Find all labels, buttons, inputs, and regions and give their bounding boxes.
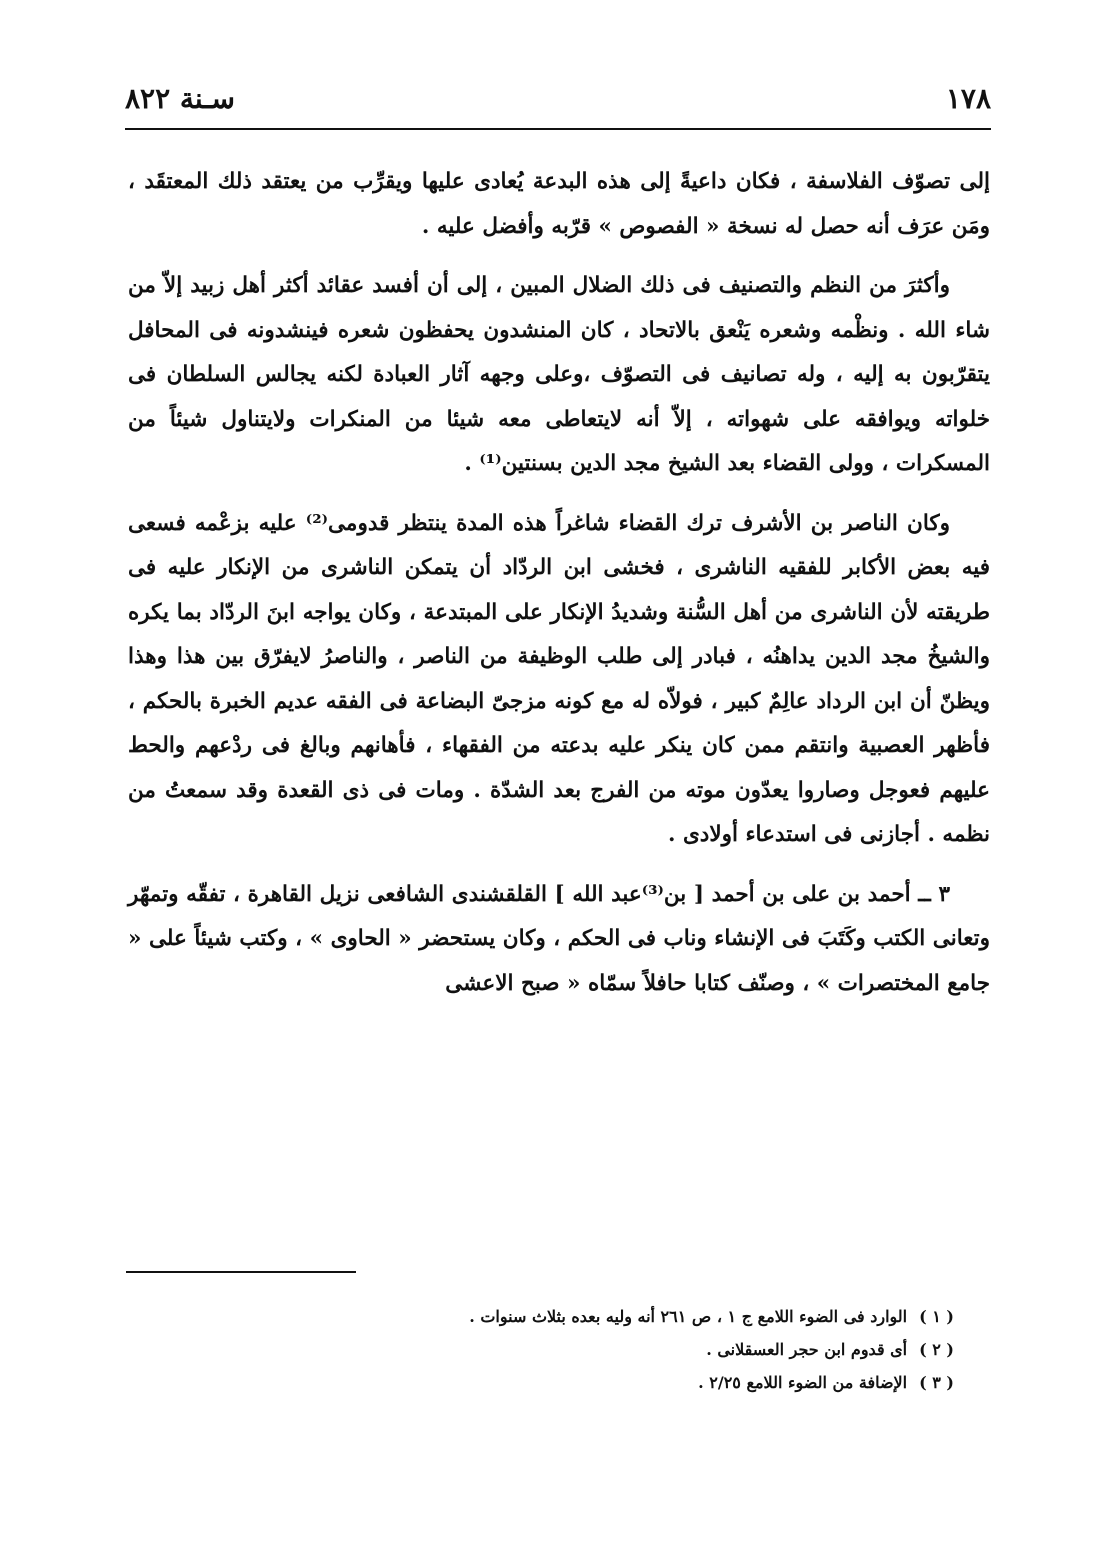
footnote-number: ( ١ )	[919, 1307, 954, 1326]
footnote-text: الوارد فى الضوء اللامع ج ١ ، ص ٢٦١ أنه وليه بعده بثلاث سنوات .	[469, 1307, 908, 1326]
running-title: سـنة ٨٢٢	[125, 82, 235, 115]
paragraph: وأكثرَ من النظم والتصنيف فى ذلك الضلال المبين ، إلى أن أفسد عقائد أكثر أهل زبيد إلاّ من شاء الله . ونظْمه وشعره يَنْعق بالاتحاد ، كان المنشدون يحفظون شعره فينشدونه فى المحافل يتقرّبون به إليه ، وله تصانيف فى التصوّف ،وعلى وجهه آثار العبادة لكنه يجالس السلطان فى خلواته ويوافقه على شهواته ، إلاّ أنه لايتعاطى معه شيئا من المنكرات ولايتناول شيئاً من المسكرات ، وولى القضاء بعد الشيخ مجد الدين بسنتين⁽¹⁾ .	[128, 273, 990, 476]
page-header	[125, 82, 991, 126]
footnote	[254, 1333, 954, 1366]
footnote-divider	[126, 1271, 356, 1273]
footnote	[254, 1366, 954, 1399]
paragraph: إلى تصوّف الفلاسفة ، فكان داعيةً إلى هذه البدعة يُعادى عليها ويقرِّب من يعتقد ذلك المعتقَد ، ومَن عرَف أنه حصل له نسخة « الفصوص » قرّبه وأفضل عليه .	[128, 169, 990, 239]
footnote	[254, 1300, 954, 1333]
footnotes	[254, 1300, 954, 1399]
footnote-number: ( ٢ )	[919, 1340, 954, 1359]
main-text	[128, 160, 990, 1021]
paragraph: وكان الناصر بن الأشرف ترك القضاء شاغراً هذه المدة ينتظر قدومى⁽²⁾ عليه بزعْمه فسعى فيه بعض الأكابر للفقيه الناشرى ، فخشى ابن الردّاد أن يتمكن الناشرى من الإنكار عليه فى طريقته لأن الناشرى من أهل السُّنة وشديدُ الإنكار على المبتدعة ، وكان يواجه ابنَ الردّاد بما يكره والشيخُ مجد الدين يداهنُه ، فبادر إلى طلب الوظيفة من الناصر ، والناصرُ لايفرّق بين هذا وهذا ويظنّ أن ابن الرداد عالِمٌ كبير ، فولاّه له مع كونه مزجىّ البضاعة فى الفقه عديم الخبرة بالحكم ، فأظهر العصبية وانتقم ممن كان ينكر عليه بدعته من الفقهاء ، فأهانهم وبالغ فى ردْعهم والحط عليهم فعوجل وصاروا يعدّون موته من الفرج بعد الشدّة . ومات فى ذى القعدة وقد سمعتُ من نظمه . أجازنى فى استدعاء أولادى .	[128, 510, 990, 847]
footnote-text: أى قدوم ابن حجر العسقلانى .	[706, 1340, 908, 1359]
header-divider	[125, 128, 991, 130]
page-number: ١٧٨	[945, 82, 991, 115]
footnote-text: الإضافة من الضوء اللامع ٢/٢٥ .	[698, 1373, 908, 1392]
paragraph: ٣ ــ أحمد بن على بن أحمد [ بن⁽³⁾عبد الله ] القلقشندى الشافعى نزيل القاهرة ، تفقّه وتمهّر وتعانى الكتب وكَتَبَ فى الإنشاء وناب فى الحكم ، وكان يستحضر « الحاوى » ، وكتب شيئاً على « جامع المختصرات » ، وصنّف كتابا حافلاً سمّاه « صبح الاعشى	[128, 881, 990, 996]
footnote-number: ( ٣ )	[919, 1373, 954, 1392]
